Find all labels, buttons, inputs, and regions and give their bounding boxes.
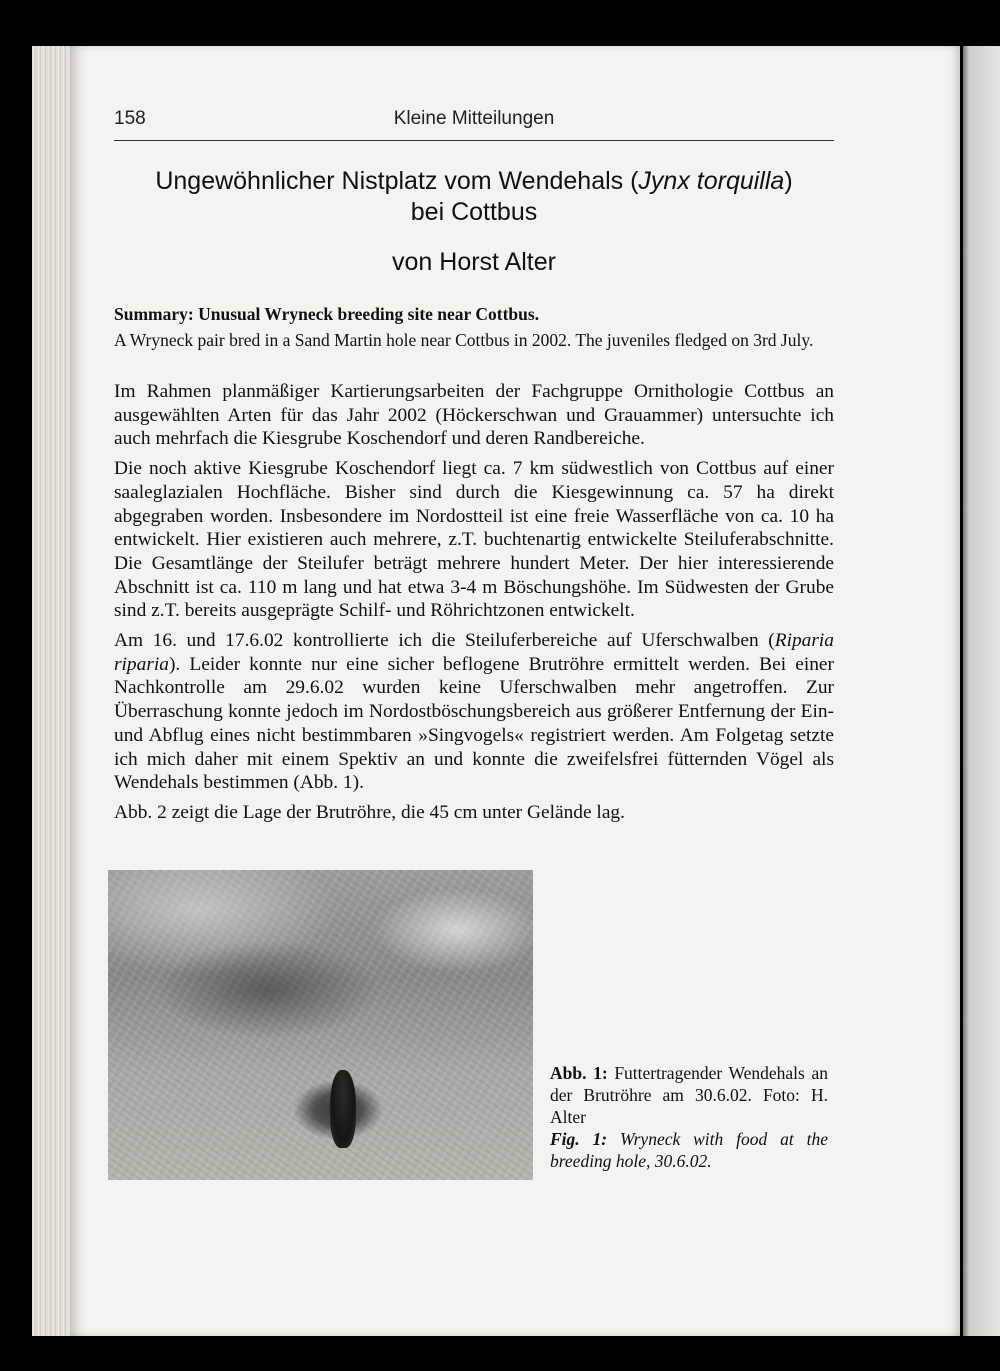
caption-de-text: Futtertragender Wendehals an der Brutröhre am 30.6.02. Foto: H. Alter — [550, 1063, 828, 1127]
page-number: 158 — [114, 108, 146, 129]
summary-text: A Wryneck pair bred in a Sand Martin hole near Cottbus in 2002. The juveniles fledged on 3rd July. — [114, 330, 814, 350]
running-head: Kleine Mitteilungen — [393, 108, 555, 129]
figure-photo-wryneck — [108, 870, 533, 1180]
title-line2: bei Cottbus — [410, 198, 538, 226]
page-header — [114, 100, 834, 141]
body-paragraph-2: Die noch aktive Kiesgrube Koschendorf liegt ca. 7 km südwestlich von Cottbus auf einer saaleglazialen Hochfläche. Bisher sind durch die Kiesgewinnung ca. 57 ha direkt abgegraben worden. Insbesondere im Nordostteil ist eine freie Wasserfläche von ca. 10 ha entwickelt. Hier existieren auch mehrere, z.T. buchtenartig entwickelte Steiluferabschnitte. Die Gesamtlänge der Steilufer beträgt mehrere hundert Meter. Der hier interessierende Abschnitt ist ca. 110 m lang und hat etwa 3-4 m Böschungshöhe. Im Südwesten der Grube sind z.T. bereits ausgeprägte Schilf- und Röhrichtzonen entwickelt. — [114, 458, 834, 622]
facing-page-edge — [963, 46, 1000, 1336]
p3-suffix: ). Leider konnte nur eine sicher beflogene Brutröhre ermittelt werden. Bei einer Nachkontrolle am 29.6.02 wurden keine Uferschwalben mehr angetroffen. Zur Überraschung konnte jedoch im Nordostböschungsbereich aus größerer Entfernung der Ein- und Abflug eines nicht bestimmbaren »Singvogels« registriert werden. Am Folgetag setzte ich mich daher mit einem Spektiv an und konnte die zweifelsfrei fütternden Vögel als Wendehals bestimmen (Abb. 1). — [114, 653, 834, 794]
caption-en-text: Wryneck with food at the breeding hole, 30.6.02. — [550, 1129, 828, 1171]
summary-heading: Summary: Unusual Wryneck breeding site near Cottbus. — [114, 304, 540, 324]
title-line1-prefix: Ungewöhnlicher Nistplatz vom Wendehals ( — [155, 167, 639, 195]
body-paragraph-4: Abb. 2 zeigt die Lage der Brutröhre, die 45 cm unter Gelände lag. — [114, 801, 625, 823]
body-paragraph-3 — [114, 629, 834, 795]
wryneck-bird-shape — [330, 1070, 356, 1148]
article-title — [114, 166, 834, 228]
caption-de-label: Abb. 1: — [550, 1063, 608, 1083]
title-line1-suffix: ) — [784, 167, 793, 195]
figure-caption — [550, 1062, 828, 1172]
article-body — [114, 380, 834, 831]
body-paragraph-1: Im Rahmen planmäßiger Kartierungsarbeiten der Fachgruppe Ornithologie Cottbus an ausgewählten Arten für das Jahr 2002 (Höckerschwan und Grauammer) untersuchte ich auch mehrfach die Kiesgrube Koschendorf und deren Randbereiche. — [114, 381, 834, 450]
caption-en — [550, 1129, 828, 1171]
caption-en-label: Fig. 1: — [550, 1129, 608, 1149]
title-species: Jynx torquilla — [638, 167, 785, 195]
p3-prefix: Am 16. und 17.6.02 kontrollierte ich die Steiluferbereiche auf Uferschwalben ( — [114, 630, 775, 652]
book-page-stack — [32, 46, 72, 1336]
p3-species: Riparia riparia — [114, 630, 834, 675]
article-author: von Horst Alter — [392, 248, 556, 276]
